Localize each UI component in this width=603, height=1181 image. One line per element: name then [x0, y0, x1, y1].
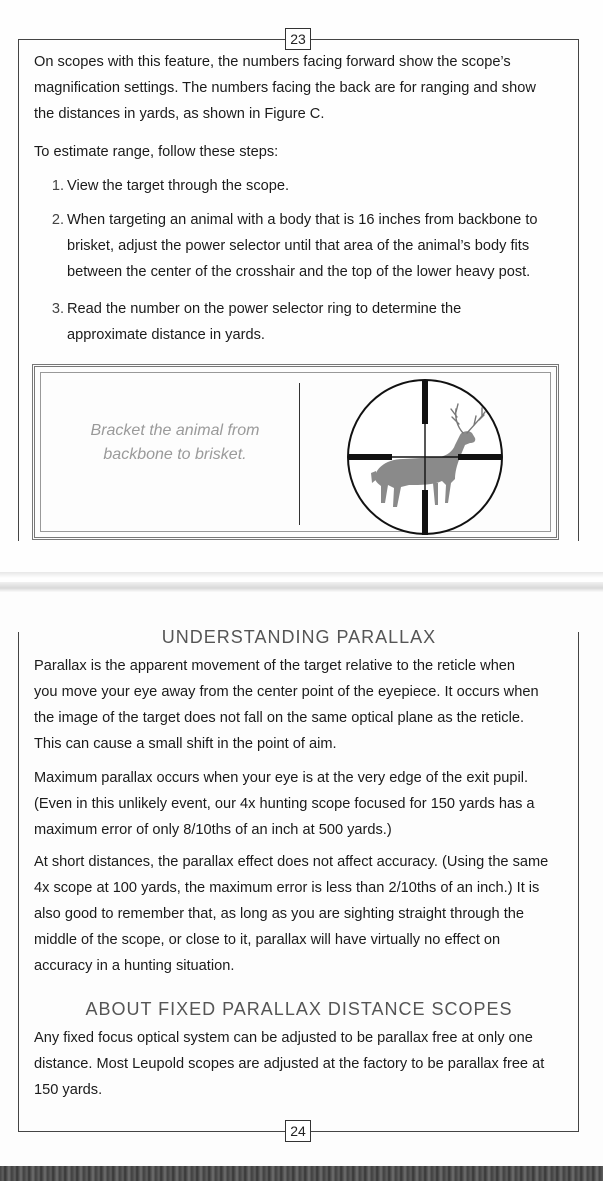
heading-understanding-parallax: UNDERSTANDING PARALLAX [161, 627, 437, 647]
paragraph-line: you move your eye away from the center point of the eyepiece. It occurs when [34, 684, 539, 700]
page-number-23: 23 [285, 28, 311, 50]
intro-line: magnification settings. The numbers facing the back are for ranging and show [34, 80, 536, 96]
page-23-top-rule-left [18, 39, 285, 40]
paragraph-line: accuracy in a hunting situation. [34, 958, 235, 974]
figure-caption [75, 419, 275, 467]
caption-line: backbone to brisket. [103, 446, 247, 463]
paragraph-line: (Even in this unlikely event, our 4x hunting scope focused for 150 yards has a [34, 796, 535, 812]
step-line: When targeting an animal with a body that is 16 inches from backbone to [67, 212, 538, 228]
page-24-right-rule [578, 632, 579, 1131]
right-heavy-post [458, 454, 502, 460]
intro-line: the distances in yards, as shown in Figure C. [34, 106, 325, 122]
step-3 [50, 296, 570, 348]
parallax-paragraph-3 [34, 849, 574, 979]
page-number-24: 24 [285, 1120, 311, 1142]
intro-line: On scopes with this feature, the numbers facing forward show the scope’s [34, 54, 511, 70]
heading-fixed-parallax: ABOUT FIXED PARALLAX DISTANCE SCOPES [85, 999, 513, 1019]
parallax-paragraph-1 [34, 653, 574, 757]
paragraph-line: 150 yards. [34, 1082, 103, 1098]
paragraph-line: also good to remember that, as long as you are sighting straight through the [34, 906, 524, 922]
reticle-with-deer-illustration [343, 375, 507, 539]
step-line: Read the number on the power selector ring to determine the [67, 301, 462, 317]
page-23-right-rule [578, 39, 579, 541]
paragraph-line: the image of the target does not fall on the same optical plane as the reticle. [34, 710, 525, 726]
step-line: approximate distance in yards. [67, 327, 265, 343]
paragraph-line: Any fixed focus optical system can be adjusted to be parallax free at only one [34, 1030, 533, 1046]
parallax-paragraph-2 [34, 765, 574, 843]
paragraph-line: maximum error of only 8/10ths of an inch at 500 yards.) [34, 822, 392, 838]
step-line: brisket, adjust the power selector until that area of the animal’s body fits [67, 238, 530, 254]
page-24-bottom-rule-left [18, 1131, 285, 1132]
page-24 [0, 590, 603, 1181]
paragraph-line: At short distances, the parallax effect does not affect accuracy. (Using the same [34, 854, 549, 870]
step-number: 2. [51, 212, 64, 228]
step-number: 1. [51, 178, 64, 194]
page-24-bottom-rule-right [311, 1131, 579, 1132]
figure-c [32, 364, 559, 540]
left-heavy-post [348, 454, 392, 460]
fixed-parallax-paragraph [34, 1025, 574, 1103]
page-23 [0, 0, 603, 578]
step-number: 3. [51, 301, 64, 317]
step-line: between the center of the crosshair and the top of the lower heavy post. [67, 264, 531, 280]
top-heavy-post [422, 380, 428, 424]
scan-edge-strip [0, 1166, 603, 1181]
paragraph-line: 4x scope at 100 yards, the maximum error is less than 2/10ths of an inch.) It is [34, 880, 540, 896]
paragraph-line: Parallax is the apparent movement of the target relative to the reticle when [34, 658, 516, 674]
step-line: View the target through the scope. [67, 178, 290, 194]
paragraph-line: middle of the scope, or close to it, parallax will have virtually no effect on [34, 932, 501, 948]
intro-paragraph [34, 49, 574, 127]
steps-intro: To estimate range, follow these steps: [34, 144, 279, 160]
step-1 [50, 173, 570, 199]
page-23-left-rule [18, 39, 19, 541]
caption-line: Bracket the animal from [90, 422, 260, 439]
page-23-top-rule-right [311, 39, 579, 40]
figure-divider [299, 383, 300, 525]
paragraph-line: Maximum parallax occurs when your eye is at the very edge of the exit pupil. [34, 770, 528, 786]
paragraph-line: distance. Most Leupold scopes are adjusted at the factory to be parallax free at [34, 1056, 545, 1072]
paragraph-line: This can cause a small shift in the point of aim. [34, 736, 337, 752]
step-2 [50, 207, 570, 285]
page-24-left-rule [18, 632, 19, 1131]
bottom-heavy-post [422, 490, 428, 535]
